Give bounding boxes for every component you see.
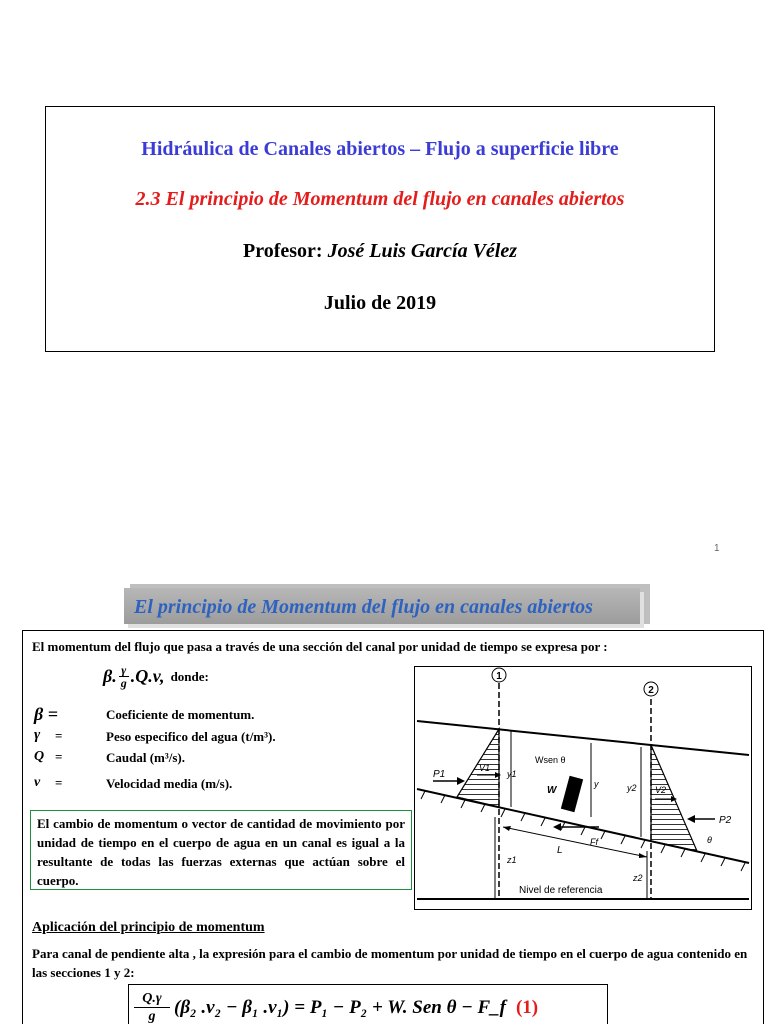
diagram-label-wsen: Wsen θ	[535, 755, 566, 765]
diagram-label-p1: P1	[433, 769, 446, 780]
professor-line	[46, 240, 714, 263]
section-subtitle: 2.3 El principio de Momentum del flujo en canales abiertos	[135, 188, 625, 210]
formula-number: (1)	[515, 996, 539, 1018]
diagram-label-reference: Nivel de referencia	[519, 885, 603, 896]
def-text-v: Velocidad media (m/s).	[106, 776, 233, 791]
diagram-section1: 1	[496, 671, 502, 682]
def-eq-v: =	[55, 775, 63, 790]
diagram-label-z1: z1	[507, 855, 517, 865]
def-text-beta: Coeficiente de momentum.	[106, 707, 255, 722]
def-symbol-beta: β =	[34, 704, 58, 724]
section-heading: Aplicación del principio de momentum	[32, 920, 265, 935]
diagram-section2: 2	[648, 685, 654, 696]
channel-diagram	[414, 666, 752, 910]
professor-name: José Luis García Vélez	[327, 240, 518, 262]
banner-title: El principio de Momentum del flujo en canales abiertos	[134, 596, 593, 618]
gamma-over-g: $\frac{\gamma}{g}$	[120, 663, 127, 690]
def-eq-gamma: =	[55, 728, 63, 743]
diagram-label-theta: θ	[707, 835, 712, 845]
formula-rhs: (β₂ .v₂ − β₁ .v₁) = P₁ − P₂ + W. Sen θ − F_f	[174, 996, 506, 1018]
application-paragraph: Para canal de pendiente alta , la expresión para el cambio de momentum por unidad de tiempo en el cuerpo de agua contenido en las secciones 1 y 2:	[32, 946, 748, 980]
def-text-gamma: Peso especifico del agua (t/m³).	[106, 729, 276, 744]
title-box	[45, 106, 715, 352]
def-symbol-gamma: γ	[34, 727, 41, 743]
diagram-label-y2: y2	[627, 783, 637, 793]
diagram-label-y1: y1	[507, 769, 517, 779]
date: Julio de 2019	[323, 292, 437, 314]
diagram-label-y: y	[594, 779, 599, 789]
momentum-note-box: El cambio de momentum o vector de cantidad de movimiento por unidad de tiempo en el cuerpo de agua en un canal es igual a la resultante de todas las fuerzas externas que actúan sobre el cuerpo.	[30, 810, 412, 890]
diagram-label-ff: Ff	[590, 837, 598, 847]
diagram-label-p2: P2	[719, 815, 732, 826]
page-number: 1	[714, 543, 720, 554]
formula-fraction: Q.γ g	[134, 990, 170, 1025]
momentum-formula	[134, 990, 538, 1025]
def-eq-q: =	[55, 749, 63, 764]
diagram-label-z2: z2	[633, 873, 643, 883]
professor-label: Profesor:	[242, 240, 323, 262]
expression-suffix: donde:	[170, 668, 209, 684]
diagram-label-w: W	[547, 785, 557, 796]
def-symbol-q: Q	[34, 749, 45, 764]
momentum-expression: β. $\frac{\gamma}{g}$ .Q.v, donde:	[103, 663, 209, 690]
diagram-label-v1: V1	[479, 763, 491, 773]
course-title: Hidráulica de Canales abiertos – Flujo a superficie libre	[141, 138, 619, 160]
def-symbol-v: v	[34, 775, 41, 790]
diagram-label-l: L	[557, 845, 563, 856]
intro-text: El momentum del flujo que pasa a través de una sección del canal por unidad de tiempo se expresa por :	[32, 639, 608, 654]
diagram-label-v2: V2	[655, 785, 667, 795]
def-text-q: Caudal (m³/s).	[106, 750, 186, 765]
